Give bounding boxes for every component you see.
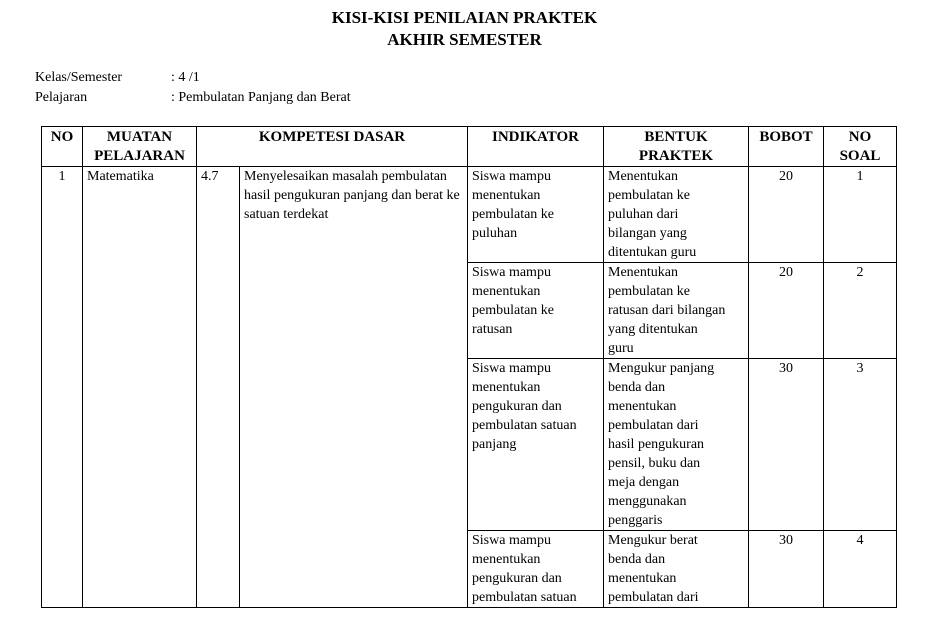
kelas-value: : 4 /1 bbox=[171, 70, 200, 85]
cell-bobot: 30 bbox=[749, 531, 824, 608]
bentuk-text: Mengukur panjang benda dan menentukan pembulatan dari hasil pengukuran pensil, buku dan meja dengan menggunakan penggaris bbox=[608, 361, 715, 528]
pelajaran-label: Pelajaran bbox=[35, 90, 88, 105]
pelajaran-value: : Pembulatan Panjang dan Berat bbox=[171, 90, 351, 105]
kisi-kisi-table bbox=[41, 126, 897, 608]
table-row bbox=[42, 167, 897, 263]
cell-bentuk bbox=[604, 531, 749, 608]
header-bobot: BOBOT bbox=[749, 127, 824, 167]
cell-kd-code: 4.7 bbox=[197, 167, 240, 608]
cell-bobot: 20 bbox=[749, 263, 824, 359]
cell-indikator bbox=[468, 531, 604, 608]
document-title-line1: KISI-KISI PENILAIAN PRAKTEK bbox=[331, 8, 598, 27]
header-row bbox=[42, 127, 897, 167]
cell-bobot: 20 bbox=[749, 167, 824, 263]
cell-indikator bbox=[468, 167, 604, 263]
document-title-line2: AKHIR SEMESTER bbox=[387, 30, 542, 49]
cell-indikator bbox=[468, 359, 604, 531]
kd-text: Menyelesaikan masalah pembulatan hasil pengukuran panjang dan berat ke satuan terdekat bbox=[244, 169, 460, 222]
cell-no-soal: 3 bbox=[824, 359, 897, 531]
indikator-text: Siswa mampu menentukan pembulatan ke puluhan bbox=[472, 169, 555, 241]
header-muatan: MUATAN PELAJARAN bbox=[83, 127, 197, 167]
cell-bentuk bbox=[604, 167, 749, 263]
header-indikator: INDIKATOR bbox=[468, 127, 604, 167]
indikator-text: Siswa mampu menentukan pembulatan ke ratusan bbox=[472, 265, 555, 337]
cell-kd-text bbox=[240, 167, 468, 608]
header-bentuk: BENTUK PRAKTEK bbox=[604, 127, 749, 167]
cell-no: 1 bbox=[42, 167, 83, 608]
cell-bentuk bbox=[604, 359, 749, 531]
meta-kelas bbox=[35, 69, 200, 87]
cell-bobot: 30 bbox=[749, 359, 824, 531]
cell-muatan: Matematika bbox=[83, 167, 197, 608]
header-no: NO bbox=[42, 127, 83, 167]
bentuk-text: Menentukan pembulatan ke puluhan dari bilangan yang ditentukan guru bbox=[608, 169, 697, 260]
cell-no-soal: 4 bbox=[824, 531, 897, 608]
meta-pelajaran bbox=[35, 89, 351, 107]
cell-bentuk bbox=[604, 263, 749, 359]
cell-no-soal: 2 bbox=[824, 263, 897, 359]
bentuk-text: Menentukan pembulatan ke ratusan dari bilangan yang ditentukan guru bbox=[608, 265, 726, 356]
cell-no-soal: 1 bbox=[824, 167, 897, 263]
header-kompetensi: KOMPETESI DASAR bbox=[197, 127, 468, 167]
cell-indikator bbox=[468, 263, 604, 359]
indikator-text: Siswa mampu menentukan pengukuran dan pembulatan satuan bbox=[472, 533, 577, 605]
header-no-soal: NO SOAL bbox=[824, 127, 897, 167]
indikator-text: Siswa mampu menentukan pengukuran dan pembulatan satuan panjang bbox=[472, 361, 577, 452]
bentuk-text: Mengukur berat benda dan menentukan pembulatan dari bbox=[608, 533, 699, 605]
kelas-label: Kelas/Semester bbox=[35, 70, 123, 85]
